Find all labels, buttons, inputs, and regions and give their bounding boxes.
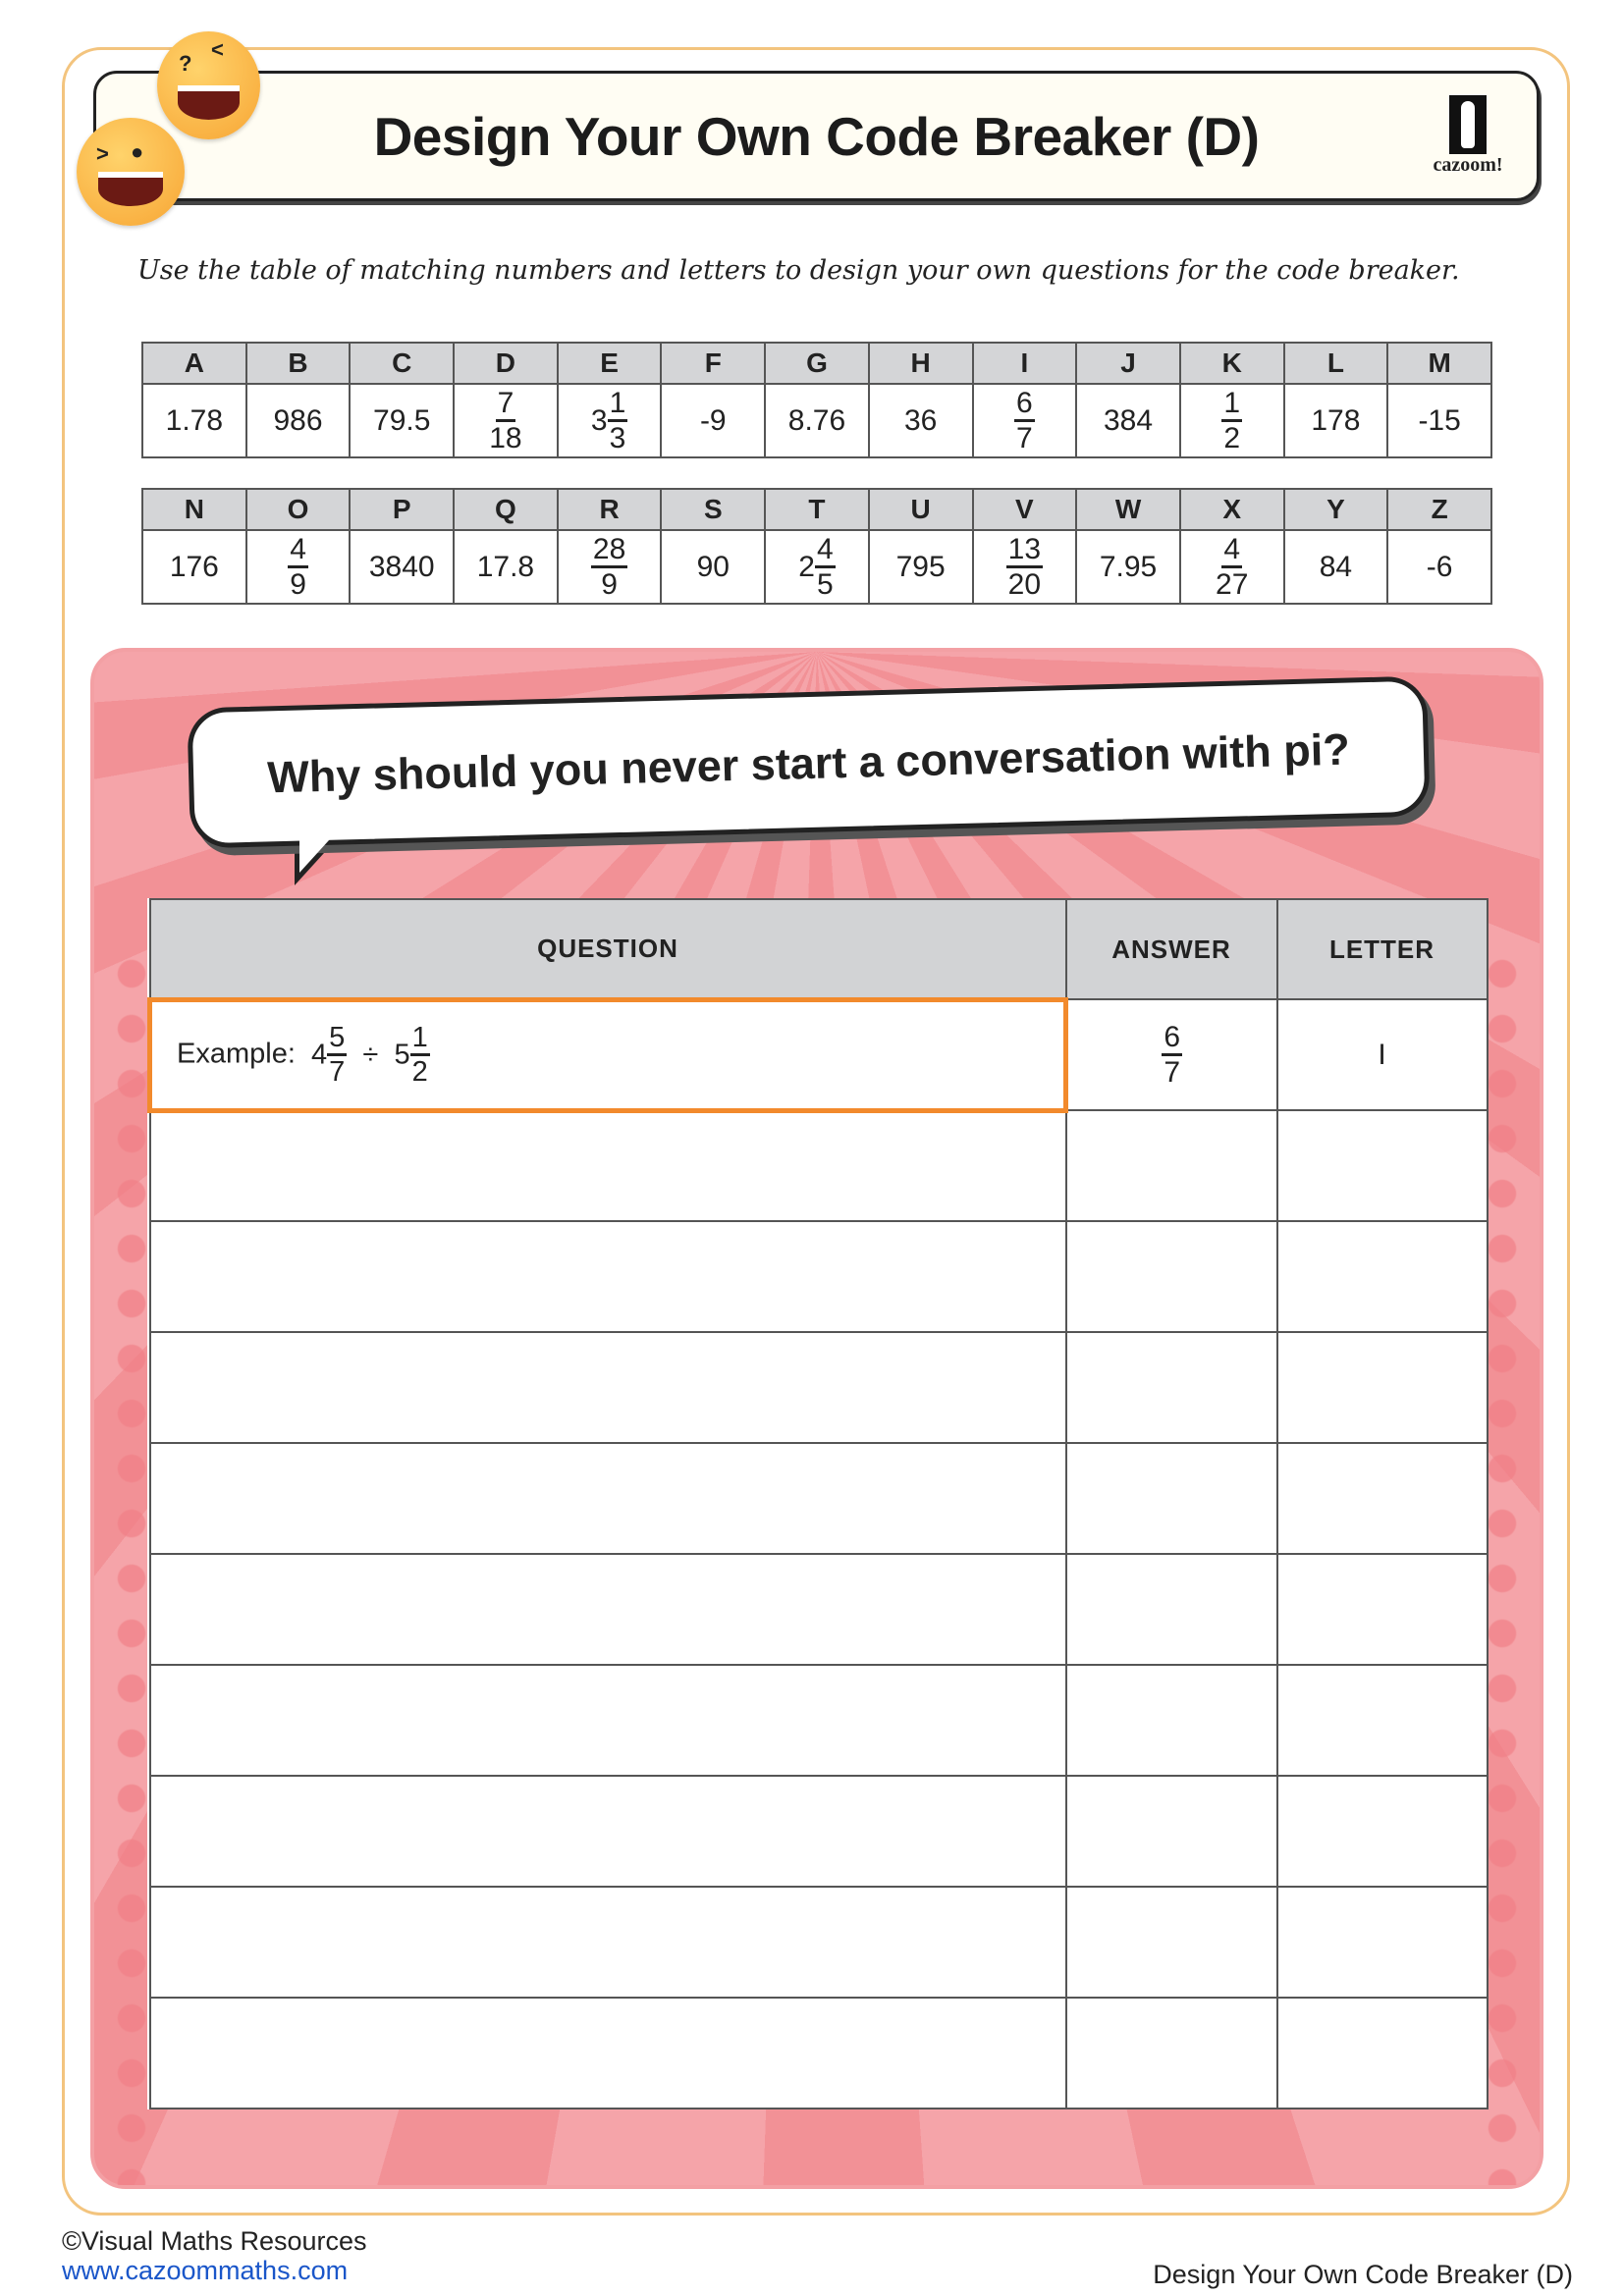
page-title: Design Your Own Code Breaker (D) [373,106,1260,167]
cazoom-logo: cazoom! [1429,95,1507,177]
code-letter: N [142,489,246,530]
code-value: 176 [142,530,246,604]
riddle-text: Why should you never start a conversation with pi? [266,723,1351,803]
code-value: $\frac{4}{9}$ [246,530,351,604]
code-letter: V [973,489,1077,530]
question-cell[interactable] [150,1554,1066,1665]
question-table [147,898,1489,2109]
footer-title: Design Your Own Code Breaker (D) [1153,2260,1573,2289]
question-cell[interactable] [150,1443,1066,1554]
code-value: $\frac{13}{20}$ [973,530,1077,604]
code-value: 8.76 [765,384,869,457]
code-value: $\frac{6}{7}$ [973,384,1077,457]
blank-row [150,1554,1488,1665]
question-cell[interactable] [150,1998,1066,2109]
answer-cell[interactable] [1066,1665,1277,1776]
code-value: 178 [1284,384,1388,457]
code-letter: F [661,343,765,384]
code-letter: Y [1284,489,1388,530]
answer-cell[interactable] [1066,1443,1277,1554]
code-value: 17.8 [454,530,558,604]
answer-cell[interactable] [1066,1776,1277,1887]
title-banner [93,71,1540,201]
code-letter: T [765,489,869,530]
answer-cell[interactable] [1066,1332,1277,1443]
letter-cell[interactable] [1277,1221,1488,1332]
blank-row [150,1110,1488,1221]
code-table-n-z [141,488,1492,605]
code-letter: C [350,343,454,384]
grinning-emoji-icon: > ● [77,118,185,226]
code-letter: M [1387,343,1491,384]
code-value: 2 $\frac{4}{5}$ [765,530,869,604]
code-value: 79.5 [350,384,454,457]
code-value: 986 [246,384,351,457]
letter-cell[interactable] [1277,1554,1488,1665]
question-cell[interactable] [150,1110,1066,1221]
letter-cell[interactable] [1277,1110,1488,1221]
letter-cell[interactable] [1277,1443,1488,1554]
code-letter: O [246,489,351,530]
example-letter: I [1277,999,1488,1110]
code-letter: I [973,343,1077,384]
question-cell[interactable] [150,1332,1066,1443]
code-value: 384 [1076,384,1180,457]
code-letter: W [1076,489,1180,530]
answer-cell[interactable] [1066,1554,1277,1665]
code-value: 1.78 [142,384,246,457]
code-letter: Q [454,489,558,530]
code-value: $\frac{4}{27}$ [1180,530,1284,604]
question-cell[interactable] [150,1776,1066,1887]
laughing-emoji-icon: ? < [157,31,260,139]
code-letter: X [1180,489,1284,530]
website-link[interactable]: www.cazoommaths.com [62,2256,349,2285]
code-letter: D [454,343,558,384]
code-letter: A [142,343,246,384]
blank-row [150,1776,1488,1887]
code-letter: J [1076,343,1180,384]
code-letter: E [558,343,662,384]
example-question: Example: 4 $\frac{5}{7}$ ÷ 5 $\frac{1}{2}$ [150,999,1066,1110]
code-value: 84 [1284,530,1388,604]
code-value: 36 [869,384,973,457]
code-letter: B [246,343,351,384]
letter-cell[interactable] [1277,1998,1488,2109]
answer-header: ANSWER [1066,899,1277,999]
answer-cell[interactable] [1066,1887,1277,1998]
code-value: 7.95 [1076,530,1180,604]
code-letter: L [1284,343,1388,384]
example-answer: $\frac{6}{7}$ [1066,999,1277,1110]
code-letter: H [869,343,973,384]
instructions: Use the table of matching numbers and letters to design your own questions for the code breaker. [137,255,1460,286]
answer-cell[interactable] [1066,1110,1277,1221]
question-cell[interactable] [150,1887,1066,1998]
code-value: 90 [661,530,765,604]
blank-row [150,1998,1488,2109]
code-value: 795 [869,530,973,604]
code-letter: R [558,489,662,530]
blank-row [150,1221,1488,1332]
copyright: ©Visual Maths Resources [62,2226,367,2256]
code-value: 3840 [350,530,454,604]
code-letter: P [350,489,454,530]
question-cell[interactable] [150,1665,1066,1776]
letter-header: LETTER [1277,899,1488,999]
letter-cell[interactable] [1277,1332,1488,1443]
blank-row [150,1332,1488,1443]
code-letter: K [1180,343,1284,384]
code-letter: Z [1387,489,1491,530]
code-letter: S [661,489,765,530]
blank-row [150,1443,1488,1554]
answer-cell[interactable] [1066,1998,1277,2109]
answer-cell[interactable] [1066,1221,1277,1332]
example-row [150,999,1488,1110]
question-header: QUESTION [150,899,1066,999]
code-letter: U [869,489,973,530]
letter-cell[interactable] [1277,1665,1488,1776]
code-value: $\frac{7}{18}$ [454,384,558,457]
letter-cell[interactable] [1277,1776,1488,1887]
code-value: -9 [661,384,765,457]
blank-row [150,1887,1488,1998]
code-value: $\frac{28}{9}$ [558,530,662,604]
code-table-a-m [141,342,1492,458]
code-value: $\frac{1}{2}$ [1180,384,1284,457]
letter-cell[interactable] [1277,1887,1488,1998]
code-letter: G [765,343,869,384]
question-cell[interactable] [150,1221,1066,1332]
code-value: -6 [1387,530,1491,604]
code-value: 3 $\frac{1}{3}$ [558,384,662,457]
blank-row [150,1665,1488,1776]
code-value: -15 [1387,384,1491,457]
